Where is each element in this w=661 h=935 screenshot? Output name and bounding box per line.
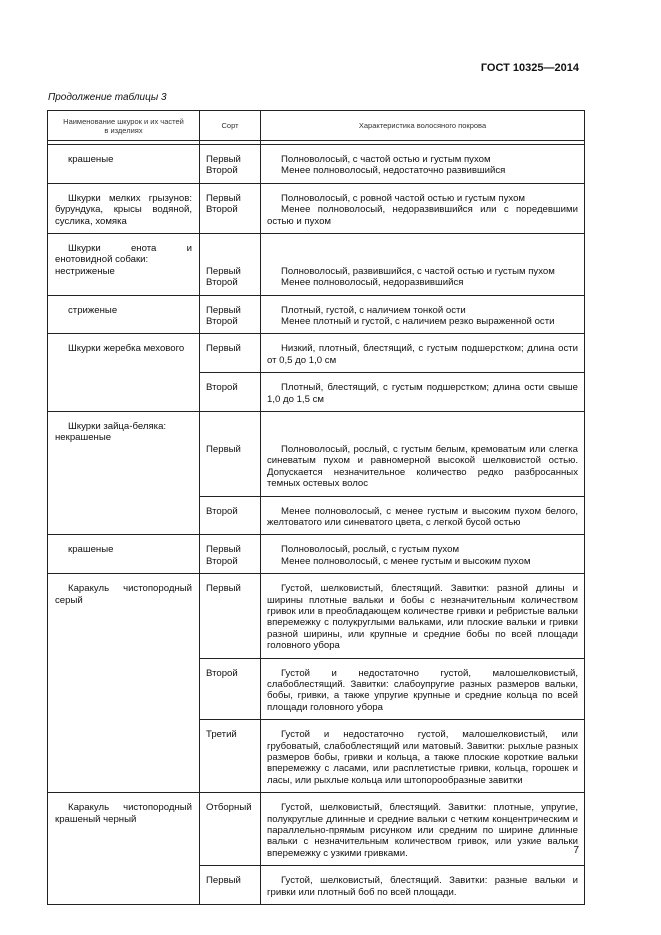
table-row bbox=[48, 574, 585, 658]
grade-label: Первый bbox=[206, 544, 241, 556]
cell-sort bbox=[200, 234, 261, 296]
grade-label: Второй bbox=[206, 667, 238, 679]
table-row bbox=[48, 720, 585, 793]
cell-name bbox=[48, 535, 200, 574]
cell-name bbox=[48, 334, 200, 373]
cell-description bbox=[261, 535, 585, 574]
cell-description bbox=[261, 373, 585, 412]
cell-description bbox=[261, 866, 585, 905]
description-text: Низкий, плотный, блестящий, с густым подшерстком; длина ости от 0,5 до 1,0 см bbox=[267, 343, 578, 366]
cell-sort bbox=[200, 793, 261, 866]
description-text: Полноволосый, с частой остью и густым пухом bbox=[281, 154, 491, 165]
description-text: Полноволосый, рослый, с густым пухом bbox=[281, 544, 460, 556]
cell-name bbox=[48, 658, 200, 720]
item-name: Шкурки мелких грызунов: бурундука, крысы водяной, суслика, хомяка bbox=[55, 192, 192, 227]
description-text: Менее плотный и густой, с наличием резко выраженной ости bbox=[281, 316, 555, 328]
table-row bbox=[48, 535, 585, 574]
description-text: Густой и недостаточно густой, малошелковистый, или грубоватый, слабоблестящий или матовый. Завитки: рыхлые разных размеров бобы, гривки и кольца, а также плоские короткие вальки вперемежку с ласами, или расплетистые гривки, кольца, горошек и ласы, или рыхлые кольца или штопорообразные завитки bbox=[267, 729, 578, 786]
table-row bbox=[48, 334, 585, 373]
grade-label: Второй bbox=[206, 316, 238, 328]
description-text: Менее полноволосый, с менее густым и высоким пухом белого, желтоватого или синеватого цвета, с легкой бусой остью bbox=[267, 505, 578, 528]
description-text: Густой, шелковистый, блестящий. Завитки: плотные, упругие, полукруглые длинные и средние вальки с четким концентрическим и параллельно-прямым рисунком или средним по ширине длинные вальки с незначительным количеством гривок, или узкие вальки вперемежку с узкими гривками. bbox=[267, 802, 578, 859]
grade-label: Первый bbox=[206, 343, 241, 355]
item-subname: некрашеные bbox=[55, 432, 112, 444]
cell-name bbox=[48, 295, 200, 334]
grade-label: Второй bbox=[206, 165, 238, 177]
table-continuation-caption: Продолжение таблицы 3 bbox=[48, 92, 167, 103]
item-name: стриженые bbox=[68, 304, 118, 316]
table-row bbox=[48, 295, 585, 334]
cell-description bbox=[261, 234, 585, 296]
description-text: Менее полноволосый, недостаточно развившийся bbox=[281, 165, 506, 177]
item-name: Каракуль чистопородный серый bbox=[55, 583, 192, 606]
table-header-row bbox=[48, 111, 585, 141]
column-header-name: Наименование шкурок и их частей в изделиях bbox=[48, 111, 200, 141]
grade-label: Первый bbox=[206, 265, 241, 277]
item-name: Каракуль чистопородный крашеный черный bbox=[55, 802, 192, 825]
grade-label: Отборный bbox=[206, 802, 252, 814]
table-row bbox=[48, 658, 585, 720]
cell-name bbox=[48, 720, 200, 793]
cell-description bbox=[261, 412, 585, 496]
cell-sort bbox=[200, 183, 261, 233]
table-row bbox=[48, 793, 585, 866]
cell-name bbox=[48, 793, 200, 866]
grade-label: Второй bbox=[206, 555, 238, 567]
page-number: 7 bbox=[573, 845, 579, 856]
description-text: Менее полноволосый, недоразвившийся или с поредевшими остью и пухом bbox=[267, 204, 578, 227]
cell-sort bbox=[200, 866, 261, 905]
description-text: Плотный, густой, с наличием тонкой ости bbox=[281, 304, 466, 316]
cell-sort bbox=[200, 535, 261, 574]
cell-name bbox=[48, 234, 200, 296]
cell-sort bbox=[200, 373, 261, 412]
cell-description bbox=[261, 658, 585, 720]
description-text: Полноволосый, развившийся, с частой остью и густым пухом bbox=[281, 265, 555, 277]
grade-label: Первый bbox=[206, 304, 241, 316]
item-name: Шкурки жеребка мехового bbox=[68, 343, 185, 355]
cell-description bbox=[261, 574, 585, 658]
grade-label: Первый bbox=[206, 443, 241, 455]
cell-description bbox=[261, 145, 585, 184]
cell-sort bbox=[200, 334, 261, 373]
description-text: Менее полноволосый, недоразвившийся bbox=[281, 277, 464, 289]
item-name: крашеные bbox=[68, 154, 114, 165]
item-name: Шкурки зайца-беляка: bbox=[68, 421, 167, 433]
cell-sort bbox=[200, 145, 261, 184]
description-text: Менее полноволосый, с менее густым и высоким пухом bbox=[281, 555, 531, 567]
grade-label: Второй bbox=[206, 277, 238, 289]
description-text: Густой, шелковистый, блестящий. Завитки: разной длины и ширины плотные вальки и бобы с незначительным количеством гривок или в преобладающем количестве гривки и ребристые вальки вперемежку с полукруглыми вальками, или плоские вальки и гривки разной ширины, или крупные и средние бобы по всей площади головного убора bbox=[267, 583, 578, 652]
column-header-description: Характеристика волосяного покрова bbox=[261, 111, 585, 141]
grade-label: Первый bbox=[206, 583, 241, 595]
table-row bbox=[48, 373, 585, 412]
cell-sort bbox=[200, 412, 261, 496]
cell-name bbox=[48, 866, 200, 905]
table-row bbox=[48, 145, 585, 184]
item-subname: нестриженые bbox=[55, 265, 115, 277]
cell-name bbox=[48, 412, 200, 496]
cell-description bbox=[261, 793, 585, 866]
grade-label: Второй bbox=[206, 505, 238, 517]
cell-description bbox=[261, 295, 585, 334]
cell-sort bbox=[200, 295, 261, 334]
description-text: Полноволосый, рослый, с густым белым, кремоватым или слегка синеватым пухом и равномерной высокой шелковистой остью. Допускается незначительное количество редко разбросанных темных остевых волос bbox=[267, 443, 578, 490]
description-text: Густой, шелковистый, блестящий. Завитки: разные вальки и гривки или плотный боб по всей площади. bbox=[267, 875, 578, 898]
cell-description bbox=[261, 334, 585, 373]
cell-name bbox=[48, 496, 200, 535]
cell-sort bbox=[200, 720, 261, 793]
grade-label: Второй bbox=[206, 382, 238, 394]
grade-label: Первый bbox=[206, 875, 241, 887]
cell-name bbox=[48, 183, 200, 233]
fur-characteristics-table bbox=[47, 110, 585, 905]
description-text: Густой и недостаточно густой, малошелковистый, слабоблестящий. Завитки: слабоупругие разных размеров вальки, бобы, гривки, а также упругие крупные и средние кольца по всей площади головного убора bbox=[267, 667, 578, 713]
grade-label: Третий bbox=[206, 729, 237, 741]
item-name: крашеные bbox=[68, 544, 114, 556]
cell-name bbox=[48, 373, 200, 412]
grade-label: Первый bbox=[206, 154, 241, 165]
cell-sort bbox=[200, 574, 261, 658]
cell-sort bbox=[200, 658, 261, 720]
table-row bbox=[48, 234, 585, 296]
table-row bbox=[48, 412, 585, 496]
column-header-sort: Сорт bbox=[200, 111, 261, 141]
grade-label: Второй bbox=[206, 204, 238, 216]
standard-header: ГОСТ 10325—2014 bbox=[480, 62, 579, 74]
table-row bbox=[48, 183, 585, 233]
grade-label: Первый bbox=[206, 192, 241, 204]
cell-description bbox=[261, 183, 585, 233]
item-name: Шкурки енота и енотовидной собаки: bbox=[55, 243, 192, 266]
cell-name bbox=[48, 574, 200, 658]
cell-description bbox=[261, 720, 585, 793]
cell-description bbox=[261, 496, 585, 535]
cell-name bbox=[48, 145, 200, 184]
table-row bbox=[48, 866, 585, 905]
cell-sort bbox=[200, 496, 261, 535]
table-row bbox=[48, 496, 585, 535]
description-text: Плотный, блестящий, с густым подшерстком; длина ости свыше 1,0 до 1,5 см bbox=[267, 382, 578, 405]
description-text: Полноволосый, с ровной частой остью и густым пухом bbox=[281, 192, 526, 204]
